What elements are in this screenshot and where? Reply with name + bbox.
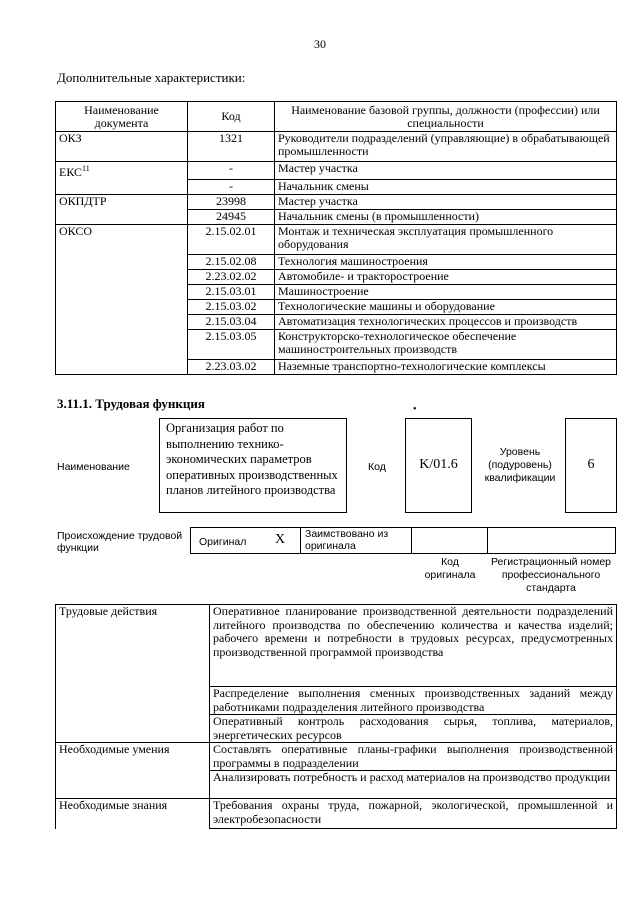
footnote-marker: 11 <box>82 164 90 173</box>
table-row <box>56 771 617 799</box>
divider <box>487 527 488 554</box>
duty-item: Распределение выполнения сменных производственных заданий между работниками подразделения литейного производства <box>210 687 617 715</box>
table-row <box>56 132 617 162</box>
group-label: Необходимые умения <box>56 743 210 771</box>
section-title: 3.11.1. Трудовая функция <box>57 396 205 411</box>
code-cell: 2.15.03.05 <box>188 329 275 359</box>
doc-cell: ОКЗ <box>56 132 188 162</box>
name-cell: Руководители подразделений (управляющие) в обрабатывающей промышленности <box>275 132 617 162</box>
code-cell: 2.15.03.01 <box>188 284 275 299</box>
knowledge-item: Требования охраны труда, пожарной, экологической, промышленной и электробезопасности <box>210 799 617 829</box>
origin-row <box>190 527 616 554</box>
origin-label: Происхождение трудовой функции <box>57 530 183 554</box>
table-row <box>56 359 617 374</box>
doc-cell <box>56 314 188 329</box>
doc-cell <box>56 284 188 299</box>
group-label: Необходимые знания <box>56 799 210 829</box>
name-cell: Мастер участка <box>275 162 617 180</box>
name-cell: Технологические машины и оборудование <box>275 299 617 314</box>
name-cell: Автомобиле- и тракторостроение <box>275 269 617 284</box>
name-cell: Наземные транспортно-технологические комплексы <box>275 359 617 374</box>
duty-item: Оперативное планирование производственной деятельности подразделений литейного производства по обеспечению количества и качества изделий; рабочего времени и потребности в трудовых ресурсах, предусмотренных производственной программой производства <box>210 605 617 687</box>
name-cell: Конструкторско-технологическое обеспечение машиностроительных производств <box>275 329 617 359</box>
doc-text: ЕКС <box>59 165 83 179</box>
code-cell: 2.15.02.01 <box>188 224 275 254</box>
duty-item: Оперативный контроль расходования сырья, топлива, материалов, энергетических ресурсов <box>210 715 617 743</box>
code-cell: 2.15.03.02 <box>188 299 275 314</box>
skill-item: Составлять оперативные планы-графики выполнения производственной программы в подразделении <box>210 743 617 771</box>
name-cell: Машиностроение <box>275 284 617 299</box>
doc-cell <box>56 254 188 269</box>
code-cell: 23998 <box>188 194 275 209</box>
qualification-level-box: 6 <box>565 418 617 513</box>
code-label: Код <box>368 461 386 473</box>
group-label-continued <box>56 687 210 715</box>
table-row <box>56 299 617 314</box>
doc-cell <box>56 162 188 180</box>
group-label: Трудовые действия <box>56 605 210 687</box>
table-row <box>56 743 617 771</box>
table-row <box>56 269 617 284</box>
header-code: Код <box>188 102 275 132</box>
table-row <box>56 179 617 194</box>
code-cell: 24945 <box>188 209 275 224</box>
name-cell: Начальник смены (в промышленности) <box>275 209 617 224</box>
group-label-continued <box>56 715 210 743</box>
name-label: Наименование <box>57 461 130 473</box>
additional-characteristics-heading: Дополнительные характеристики: <box>57 70 246 85</box>
original-code-caption: Код оригинала <box>424 556 476 581</box>
table-row <box>56 224 617 254</box>
code-cell: 1321 <box>188 132 275 162</box>
divider <box>411 527 412 554</box>
doc-cell <box>56 299 188 314</box>
name-cell: Технология машиностроения <box>275 254 617 269</box>
code-cell: - <box>188 179 275 194</box>
skill-item: Анализировать потребность и расход материалов на производство продукции <box>210 771 617 799</box>
doc-cell <box>56 359 188 374</box>
name-cell: Монтаж и техническая эксплуатация промышленного оборудования <box>275 224 617 254</box>
table-row <box>56 687 617 715</box>
table-row <box>56 209 617 224</box>
doc-cell <box>56 329 188 359</box>
name-cell: Мастер участка <box>275 194 617 209</box>
qualification-level-label: Уровень (подуровень) квалификации <box>484 446 556 484</box>
duties-table <box>55 604 617 829</box>
code-cell: 2.23.03.02 <box>188 359 275 374</box>
table-row <box>56 314 617 329</box>
code-cell: 2.15.03.04 <box>188 314 275 329</box>
function-code-box: K/01.6 <box>405 418 472 513</box>
doc-cell <box>56 269 188 284</box>
table-row <box>56 715 617 743</box>
stray-mark: • <box>413 404 417 415</box>
table-row <box>56 194 617 209</box>
table-row <box>56 162 617 180</box>
header-name: Наименование базовой группы, должности (профессии) или специальности <box>275 102 617 132</box>
header-document: Наименование документа <box>56 102 188 132</box>
borrowed-label: Заимствовано из оригинала <box>305 528 389 552</box>
table-header-row <box>56 102 617 132</box>
function-name-box: Организация работ по выполнению технико-экономических параметров оперативных производственных планов литейного производства <box>159 418 347 513</box>
page-number: 30 <box>314 37 326 51</box>
original-mark: X <box>275 532 286 547</box>
doc-cell: ОКСО <box>56 224 188 254</box>
table-row <box>56 605 617 687</box>
doc-cell <box>56 179 188 194</box>
code-cell: 2.23.02.02 <box>188 269 275 284</box>
code-cell: 2.15.02.08 <box>188 254 275 269</box>
table-row <box>56 254 617 269</box>
characteristics-table <box>55 101 617 375</box>
name-cell: Начальник смены <box>275 179 617 194</box>
registration-number-caption: Регистрационный номер профессионального стандарта <box>491 556 611 594</box>
original-label: Оригинал <box>199 536 247 548</box>
table-row <box>56 284 617 299</box>
table-row <box>56 329 617 359</box>
code-cell: - <box>188 162 275 180</box>
doc-cell <box>56 209 188 224</box>
table-row <box>56 799 617 829</box>
divider <box>300 527 301 554</box>
doc-cell: ОКПДТР <box>56 194 188 209</box>
group-label-continued <box>56 771 210 799</box>
name-cell: Автоматизация технологических процессов и производств <box>275 314 617 329</box>
